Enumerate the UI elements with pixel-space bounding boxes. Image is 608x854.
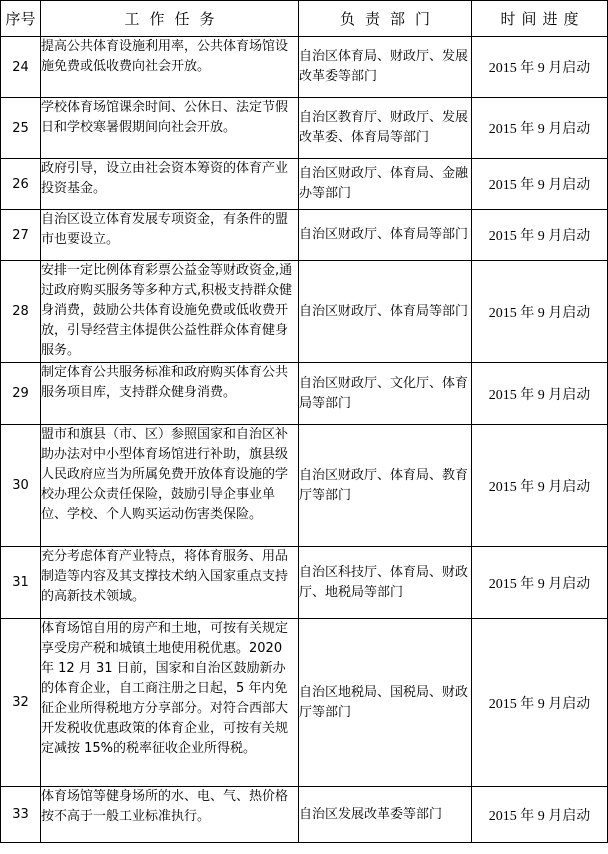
- row-department: 自治区财政厅、文化厅、体育局等部门: [299, 363, 472, 425]
- table-row: [1, 425, 608, 547]
- table-row: [1, 37, 608, 98]
- row-department: 自治区教育厅、财政厅、发展改革委、体育局等部门: [299, 98, 472, 159]
- row-task: 学校体育场馆课余时间、公休日、法定节假日和学校寒暑假期间向社会开放。: [41, 98, 299, 159]
- row-time: 2015 年 9 月启动: [472, 261, 608, 363]
- row-time: 2015 年 9 月启动: [472, 159, 608, 210]
- row-time: 2015 年 9 月启动: [472, 787, 608, 843]
- header-task: 工作任务: [41, 1, 299, 37]
- table-row: [1, 619, 608, 787]
- table-row: [1, 98, 608, 159]
- row-task: 提高公共体育设施利用率，公共体育场馆设施免费或低收费向社会开放。: [41, 37, 299, 98]
- row-task: 体育场馆等健身场所的水、电、气、热价格按不高于一般工业标准执行。: [41, 787, 299, 843]
- header-row: [1, 1, 608, 37]
- row-department: 自治区科技厅、体育局、财政厅、地税局等部门: [299, 547, 472, 619]
- header-department: 负责部门: [299, 1, 472, 37]
- table-row: [1, 159, 608, 210]
- row-department: 自治区财政厅、体育局等部门: [299, 261, 472, 363]
- table-row: [1, 210, 608, 261]
- row-department: 自治区体育局、财政厅、发展改革委等部门: [299, 37, 472, 98]
- table-row: [1, 787, 608, 843]
- row-index: 26: [1, 159, 41, 210]
- row-index: 27: [1, 210, 41, 261]
- row-index: 24: [1, 37, 41, 98]
- row-time: 2015 年 9 月启动: [472, 547, 608, 619]
- row-index: 31: [1, 547, 41, 619]
- table-row: [1, 547, 608, 619]
- row-time: 2015 年 9 月启动: [472, 98, 608, 159]
- row-time: 2015 年 9 月启动: [472, 363, 608, 425]
- row-time: 2015 年 9 月启动: [472, 210, 608, 261]
- row-index: 30: [1, 425, 41, 547]
- row-index: 28: [1, 261, 41, 363]
- row-index: 29: [1, 363, 41, 425]
- row-task: 政府引导，设立由社会资本筹资的体育产业投资基金。: [41, 159, 299, 210]
- header-index: 序号: [1, 1, 41, 37]
- table-row: [1, 261, 608, 363]
- row-index: 33: [1, 787, 41, 843]
- row-task: 自治区设立体育发展专项资金，有条件的盟市也要设立。: [41, 210, 299, 261]
- row-task: 盟市和旗县（市、区）参照国家和自治区补助办法对中小型体育场馆进行补助，旗县级人民政府应当为所属免费开放体育设施的学校办理公众责任保险，鼓励引导企事业单位、学校、个人购买运动伤害类保险。: [41, 425, 299, 547]
- row-time: 2015 年 9 月启动: [472, 425, 608, 547]
- header-time: 时间进度: [472, 1, 608, 37]
- row-department: 自治区发展改革委等部门: [299, 787, 472, 843]
- row-department: 自治区财政厅、体育局等部门: [299, 210, 472, 261]
- table-row: [1, 363, 608, 425]
- row-task: 安排一定比例体育彩票公益金等财政资金,通过政府购买服务等多种方式,积极支持群众健身消费，鼓励公共体育设施免费或低收费开放，引导经营主体提供公益性群众体育健身服务。: [41, 261, 299, 363]
- row-department: 自治区财政厅、体育局、金融办等部门: [299, 159, 472, 210]
- row-task: 充分考虑体育产业特点，将体育服务、用品制造等内容及其支撑技术纳入国家重点支持的高新技术领域。: [41, 547, 299, 619]
- row-index: 25: [1, 98, 41, 159]
- row-department: 自治区财政厅、体育局、教育厅等部门: [299, 425, 472, 547]
- row-index: 32: [1, 619, 41, 787]
- row-department: 自治区地税局、国税局、财政厅等部门: [299, 619, 472, 787]
- row-time: 2015 年 9 月启动: [472, 619, 608, 787]
- row-task: 体育场馆自用的房产和土地，可按有关规定享受房产税和城镇土地使用税优惠。2020 年 12 月 31 日前，国家和自治区鼓励新办的体育企业，自工商注册之日起，5 年内免征企业所得税地方分享部分。对符合西部大开发税收优惠政策的体育企业，可按有关规定减按 15%的税率征收企业所得税。: [41, 619, 299, 787]
- row-task: 制定体育公共服务标准和政府购买体育公共服务项目库，支持群众健身消费。: [41, 363, 299, 425]
- row-time: 2015 年 9 月启动: [472, 37, 608, 98]
